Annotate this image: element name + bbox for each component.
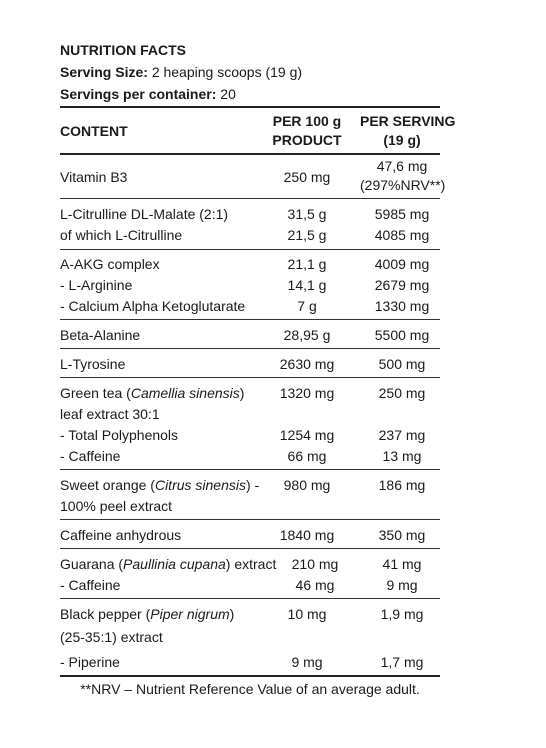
row-name: - Piperine [60, 654, 120, 670]
row-per100: 31,5 g [287, 206, 327, 222]
row-serving: 1,9 mg [380, 606, 424, 622]
row-serving: 9 mg [386, 577, 418, 593]
column-header-content: CONTENT [60, 123, 128, 139]
row-name: 100% peel extract [60, 498, 173, 514]
row-per100: 7 g [297, 298, 317, 314]
servings-value: 20 [220, 86, 236, 102]
row-per100: 66 mg [287, 448, 327, 464]
divider [60, 548, 440, 549]
row-per100: 9 mg [291, 654, 323, 670]
row-per100: 1254 mg [279, 427, 335, 443]
row-per100: 980 mg [283, 477, 331, 493]
serving-size-value: 2 heaping scoops (19 g) [151, 64, 303, 80]
row-per100: 1320 mg [279, 385, 335, 401]
divider [60, 249, 440, 250]
name-part: ) - [245, 477, 260, 493]
column-header-serving-line2: (19 g) [383, 132, 421, 148]
row-name: - Total Polyphenols [60, 427, 179, 443]
servings-per-container [60, 86, 236, 103]
row-name: of which L-Citrulline [60, 227, 183, 243]
row-name [60, 556, 276, 573]
divider [60, 469, 440, 470]
row-serving: 250 mg [378, 385, 426, 401]
row-name: - Calcium Alpha Ketoglutarate [60, 298, 246, 314]
name-part: Black pepper ( [60, 606, 151, 622]
row-name: L-Citrulline DL-Malate (2:1) [60, 206, 229, 222]
row-per100: 210 mg [291, 556, 339, 572]
row-serving: 186 mg [378, 477, 426, 493]
row-per100: 14,1 g [287, 277, 327, 293]
row-serving: 47,6 mg [376, 158, 428, 174]
row-name: Beta-Alanine [60, 327, 141, 343]
latin-name: Paullinia cupana [123, 556, 226, 572]
row-per100: 46 mg [295, 577, 335, 593]
latin-name: Piper nigrum [150, 606, 230, 622]
row-serving-nrv: (297%NRV**) [360, 177, 446, 193]
row-name: Vitamin B3 [60, 169, 128, 185]
table-title: NUTRITION FACTS [60, 42, 186, 58]
row-per100: 21,1 g [287, 256, 327, 272]
row-per100: 1840 mg [279, 527, 335, 543]
name-part: ) extract [225, 556, 277, 572]
divider [60, 598, 440, 599]
row-name [60, 477, 259, 494]
row-per100: 28,95 g [283, 327, 331, 343]
row-name: - Caffeine [60, 448, 121, 464]
name-part: Sweet orange ( [60, 477, 155, 493]
column-header-per100-line1: PER 100 g [272, 113, 342, 129]
footnote: **NRV – Nutrient Reference Value of an average adult. [80, 681, 420, 697]
row-serving: 13 mg [382, 448, 422, 464]
row-serving: 4085 mg [374, 227, 430, 243]
divider [60, 377, 440, 378]
row-serving: 41 mg [382, 556, 422, 572]
name-part: ) [239, 385, 245, 401]
row-name: Caffeine anhydrous [60, 527, 182, 543]
divider [60, 319, 440, 320]
divider [60, 153, 440, 155]
name-part: Guarana ( [60, 556, 124, 572]
row-name: L-Tyrosine [60, 356, 126, 372]
row-per100: 2630 mg [279, 356, 335, 372]
row-serving: 500 mg [378, 356, 426, 372]
latin-name: Camellia sinensis [130, 385, 240, 401]
row-per100: 10 mg [287, 606, 327, 622]
name-part: Green tea ( [60, 385, 131, 401]
column-header-serving-line1: PER SERVING [360, 113, 456, 129]
latin-name: Citrus sinensis [154, 477, 246, 493]
row-name: - Caffeine [60, 577, 121, 593]
row-serving: 2679 mg [374, 277, 430, 293]
row-serving: 4009 mg [374, 256, 430, 272]
row-serving: 5985 mg [374, 206, 430, 222]
row-serving: 1330 mg [374, 298, 430, 314]
serving-size [60, 64, 302, 81]
column-header-per100-line2: PRODUCT [272, 132, 342, 148]
row-name: (25-35:1) extract [60, 629, 163, 645]
row-serving: 237 mg [378, 427, 426, 443]
row-name: A-AKG complex [60, 256, 160, 272]
row-serving: 350 mg [378, 527, 426, 543]
servings-label: Servings per container: [60, 86, 217, 102]
row-name: leaf extract 30:1 [60, 406, 160, 422]
divider [60, 519, 440, 520]
row-serving: 1,7 mg [380, 654, 424, 670]
divider [60, 675, 440, 677]
name-part: ) [229, 606, 235, 622]
row-name [60, 385, 244, 402]
row-name [60, 606, 234, 623]
row-per100: 250 mg [283, 169, 331, 185]
divider [60, 348, 440, 349]
serving-size-label: Serving Size: [60, 64, 148, 80]
row-name: - L-Arginine [60, 277, 133, 293]
row-serving: 5500 mg [374, 327, 430, 343]
divider [60, 106, 440, 108]
divider [60, 198, 440, 199]
row-per100: 21,5 g [287, 227, 327, 243]
